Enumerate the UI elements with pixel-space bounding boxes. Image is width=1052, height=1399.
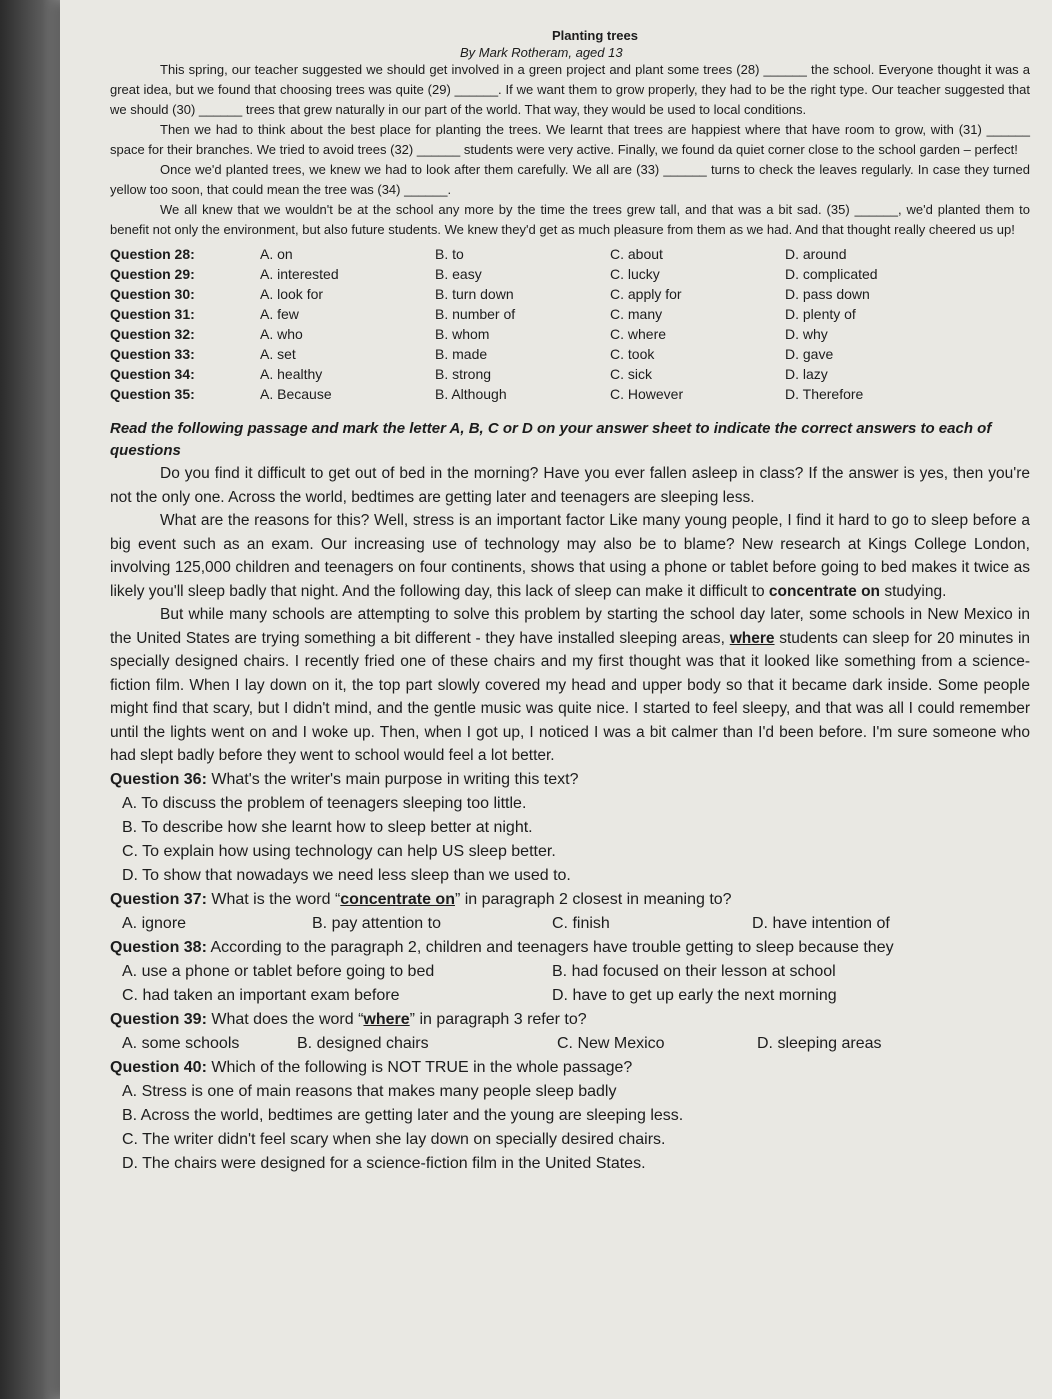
keyword: where [363, 1010, 410, 1028]
option-a: A. who [260, 326, 303, 342]
question-label: Question 35: [110, 386, 195, 402]
option-b: B. had focused on their lesson at school [552, 962, 836, 980]
option-d: D. lazy [785, 366, 828, 382]
worksheet-page [60, 0, 1052, 1399]
option-a: A. To discuss the problem of teenagers sleeping too little. [122, 794, 527, 812]
option-d: D. have to get up early the next morning [552, 986, 837, 1004]
question-stem [110, 1056, 1030, 1080]
option-c: C. many [610, 306, 663, 322]
option-c: C. took [610, 346, 655, 362]
paragraph-text: studying. [880, 582, 947, 600]
question-33-row [110, 344, 1030, 364]
option-a: A. few [260, 306, 299, 322]
question-39 [110, 1008, 1030, 1056]
question-label: Question 28: [110, 246, 195, 262]
option-d: D. gave [785, 346, 834, 362]
option-a: A. healthy [260, 366, 323, 382]
question-label: Question 32: [110, 326, 195, 342]
paragraph-text: But while many schools are attempting to solve this problem by starting the school day later, some schools in New Mexico in the United States are trying something a bit different - they have installed sleeping areas, [110, 606, 1030, 647]
cloze-options-table [110, 244, 1030, 404]
question-text: Which of the following is NOT TRUE in the whole passage? [206, 1058, 633, 1076]
question-38 [110, 936, 1030, 1008]
question-32-row [110, 324, 1030, 344]
passage1-paragraph-4: We all knew that we wouldn't be at the school any more by the time the trees grew tall, and that was a bit sad. (35) ______, we'd planted them to benefit not only the environment, but also future students. We knew they'd get as much pleasure from them as we had. And that thought really cheered us up! [110, 202, 1030, 237]
option-a: A. ignore [122, 914, 187, 932]
keyword-concentrate-on: concentrate on [768, 582, 881, 600]
question-text: What's the writer's main purpose in writing this text? [206, 770, 579, 788]
option-a: A. use a phone or tablet before going to bed [122, 962, 435, 980]
question-text: What does the word “ [206, 1010, 364, 1028]
option-d: D. around [785, 246, 847, 262]
passage1-paragraph-2: Then we had to think about the best place for planting the trees. We learnt that trees are happiest where that have room to grow, with (31) ______ space for their branches. We tried to avoid trees (32) ______ students were very active. Finally, we found da quiet corner close to the school garden – perfect! [110, 122, 1030, 157]
question-35-row [110, 384, 1030, 404]
reading-instruction: Read the following passage and mark the letter A, B, C or D on your answer sheet to indicate the correct answers to each of questions [110, 420, 992, 459]
question-label: Question 40: [110, 1058, 207, 1076]
question-text: ” in paragraph 2 closest in meaning to? [454, 890, 732, 908]
option-a: A. interested [260, 266, 339, 282]
option-c: C. where [610, 326, 667, 342]
question-label: Question 37: [110, 890, 207, 908]
option-a: A. Because [260, 386, 332, 402]
option-b: B. number of [435, 306, 516, 322]
question-stem [110, 888, 1030, 912]
option-d: D. To show that nowadays we need less sleep than we used to. [122, 866, 571, 884]
question-label: Question 34: [110, 366, 195, 382]
passage2-paragraph-3 [110, 603, 1030, 768]
option-b: B. To describe how she learnt how to sleep better at night. [122, 818, 533, 836]
option-c: C. The writer didn't feel scary when she lay down on specially desired chairs. [122, 1130, 666, 1148]
passage2-paragraph-1: Do you find it difficult to get out of bed in the morning? Have you ever fallen asleep in class? If the answer is yes, then you're not the only one. Across the world, bedtimes are getting later and teenagers are sleeping less. [110, 465, 1030, 506]
option-b: B. pay attention to [312, 914, 441, 932]
passage-title: Planting trees [552, 28, 638, 43]
option-c: C. apply for [610, 286, 682, 302]
keyword-where: where [729, 629, 775, 647]
paragraph-text: What are the reasons for this? Well, stress is an important factor Like many young people, I find it hard to go to sleep before a big event such as an exam. Our increasing use of technology may also be to blame? New research at Kings College London, involving 125,000 children and teenagers on four continents, shows that using a phone or tablet before going to bed makes it twice as likely you'll sleep badly that night. And the following day, this lack of sleep can make it difficult to [110, 512, 1030, 600]
question-text: What is the word “ [206, 890, 341, 908]
option-b: B. designed chairs [297, 1034, 429, 1052]
option-a: A. Stress is one of main reasons that makes many people sleep badly [122, 1082, 617, 1100]
option-c: C. However [610, 386, 684, 402]
option-a: A. set [260, 346, 296, 362]
question-40 [110, 1056, 1030, 1176]
question-36 [110, 768, 1030, 888]
question-stem [110, 936, 1030, 960]
option-d: D. complicated [785, 266, 878, 282]
option-b: B. Across the world, bedtimes are getting later and the young are sleeping less. [122, 1106, 684, 1124]
option-d: D. Therefore [785, 386, 864, 402]
passage1-paragraph-1: This spring, our teacher suggested we should get involved in a green project and plant some trees (28) ______ the school. Everyone thought it was a great idea, but we found that choosing trees was quite (29) ______. If we want them to grow properly, they had to be the right type. Our teacher suggested that we should (30) ______ trees that grew naturally in our part of the world. That way, they would be used to local conditions. [110, 62, 1030, 117]
options-row [110, 960, 1030, 984]
option-d: D. pass down [785, 286, 870, 302]
option-d: D. plenty of [785, 306, 856, 322]
options-row [110, 912, 1030, 936]
option-b: B. easy [435, 266, 482, 282]
option-d: D. have intention of [752, 914, 890, 932]
option-c: C. about [610, 246, 663, 262]
question-label: Question 36: [110, 770, 207, 788]
option-b: B. Although [435, 386, 507, 402]
question-label: Question 31: [110, 306, 195, 322]
option-c: C. had taken an important exam before [122, 986, 400, 1004]
option-b: B. strong [435, 366, 492, 382]
option-d: D. why [785, 326, 828, 342]
option-c: C. To explain how using technology can help US sleep better. [122, 842, 556, 860]
option-b: B. to [435, 246, 464, 262]
option-b: B. made [435, 346, 488, 362]
option-a: A. look for [260, 286, 324, 302]
question-30-row [110, 284, 1030, 304]
option-d: D. sleeping areas [757, 1034, 882, 1052]
question-label: Question 30: [110, 286, 195, 302]
question-37 [110, 888, 1030, 936]
question-stem [110, 768, 1030, 792]
option-c: C. finish [552, 914, 610, 932]
passage1-paragraph-3: Once we'd planted trees, we knew we had to look after them carefully. We all are (33) ______ turns to check the leaves regularly. In case they turned yellow too soon, that could mean the tree was (34) ______. [110, 162, 1030, 197]
page-gutter-shadow [0, 0, 60, 1399]
option-d: D. The chairs were designed for a science-fiction film in the United States. [122, 1154, 646, 1172]
passage-author: By Mark Rotheram, aged 13 [460, 45, 623, 60]
question-label: Question 39: [110, 1010, 207, 1028]
question-31-row [110, 304, 1030, 324]
question-34-row [110, 364, 1030, 384]
option-a: A. on [260, 246, 293, 262]
question-text: According to the paragraph 2, children and teenagers have trouble getting to sleep because they [206, 938, 894, 956]
question-28-row [110, 244, 1030, 264]
worksheet-content [110, 28, 1030, 1176]
question-label: Question 29: [110, 266, 195, 282]
question-29-row [110, 264, 1030, 284]
passage2-paragraph-2 [110, 509, 1030, 603]
keyword: concentrate on [340, 890, 455, 908]
option-c: C. sick [610, 366, 652, 382]
option-c: C. New Mexico [557, 1034, 665, 1052]
option-a: A. some schools [122, 1034, 240, 1052]
options-row [110, 1032, 1030, 1056]
question-label: Question 33: [110, 346, 195, 362]
option-b: B. whom [435, 326, 490, 342]
question-label: Question 38: [110, 938, 207, 956]
question-stem [110, 1008, 1030, 1032]
option-b: B. turn down [435, 286, 514, 302]
option-c: C. lucky [610, 266, 660, 282]
paragraph-text: students can sleep for 20 minutes in specially designed chairs. I recently fried one of these chairs and my first thought was that it looked like something from a science-fiction film. When I lay down on it, the top part slowly covered my head and upper body so that it became dark inside. Some people might find that scary, but I didn't mind, and the gentle music was quite nice. I started to feel sleepy, and that was all I could remember until the lights went on and I woke up. Then, when I got up, I noticed I was a bit calmer than I'd been before. I'm sure someone who had slept badly before they went to school would feel a lot better. [110, 629, 1031, 764]
question-text: ” in paragraph 3 refer to? [409, 1010, 587, 1028]
options-row [110, 984, 1030, 1008]
